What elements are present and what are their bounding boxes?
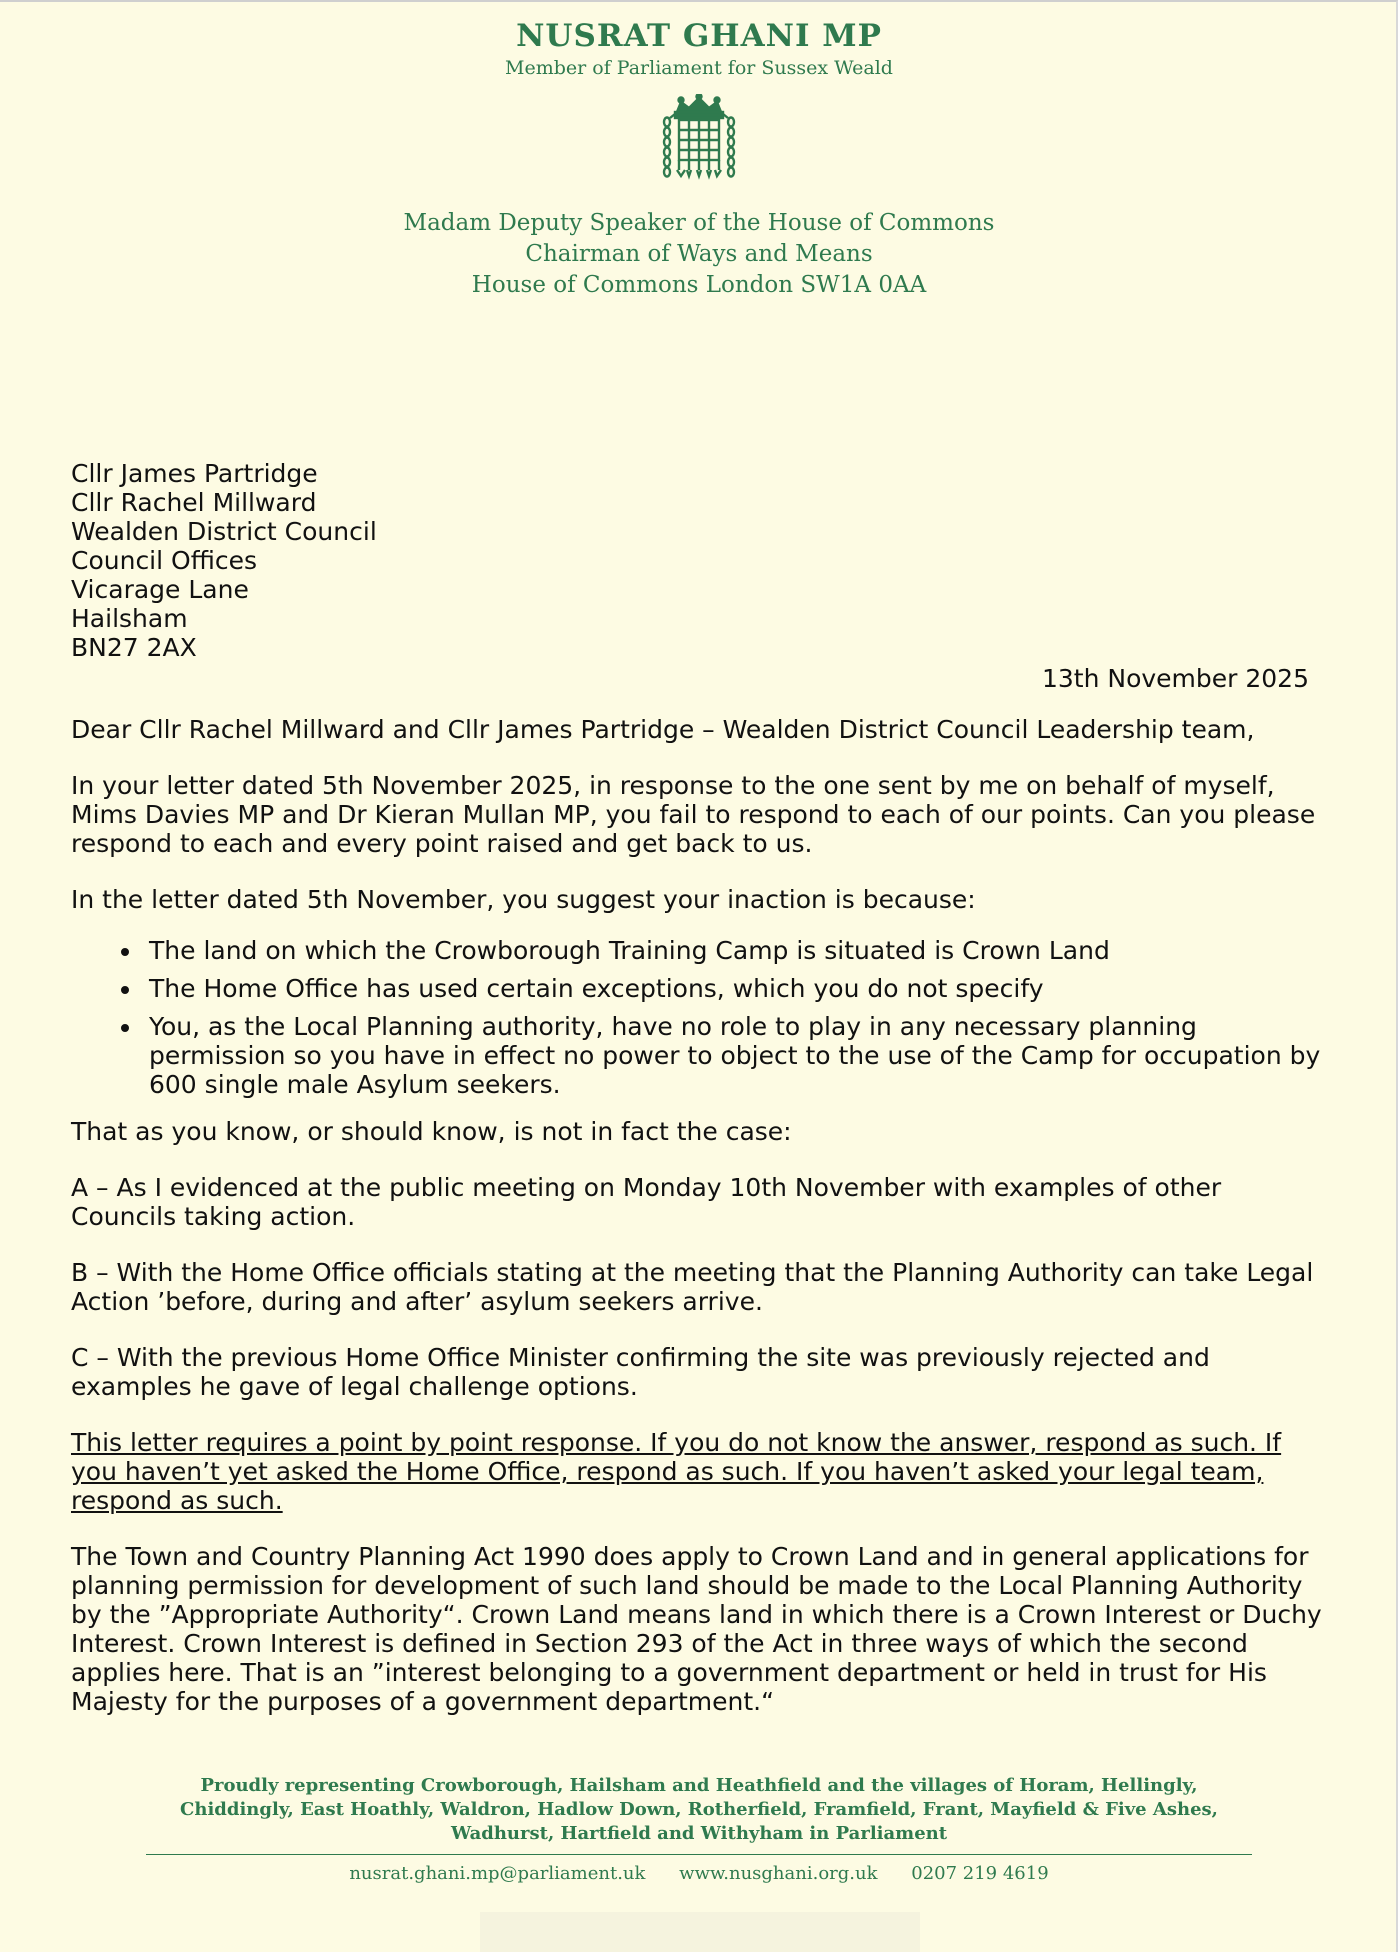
letter-footer: [0, 1774, 1398, 1884]
portcullis-crest-icon: [659, 94, 739, 182]
list-item: • The land on which the Crowborough Training Camp is situated is Crown Land: [143, 936, 1331, 965]
salutation: Dear Cllr Rachel Millward and Cllr James Partridge – Wealden District Council Leadership team,: [71, 715, 1255, 744]
footer-phone: 0207 219 4619: [911, 1863, 1049, 1884]
address-line: Vicarage Lane: [71, 575, 249, 604]
footer-website[interactable]: www.nusghani.org.uk: [679, 1863, 878, 1884]
office-line: Madam Deputy Speaker of the House of Commons: [403, 210, 995, 236]
footer-contact: [0, 1863, 1398, 1884]
office-line: House of Commons London SW1A 0AA: [471, 272, 927, 298]
footer-email[interactable]: nusrat.ghani.mp@parliament.uk: [349, 1863, 646, 1884]
office-line: Chairman of Ways and Means: [525, 241, 873, 267]
address-line: Cllr Rachel Millward: [71, 488, 317, 517]
address-line: Cllr James Partridge: [71, 459, 318, 488]
paragraph-planning-act: The Town and Country Planning Act 1990 does apply to Crown Land and in general applications for planning permission for development of such land should be made to the Local Planning Authority by the ”Appropriate Authority“. Crown Land means land in which there is a Crown Interest or Duchy Interest. Crown Interest is defined in Section 293 of the Act in three ways of which the second applies here. That is an ”interest belonging to a government department or held in trust for His Majesty for the purposes of a government department.“: [71, 1542, 1322, 1716]
paragraph-response-required: This letter requires a point by point response. If you do not know the answer, respond as such. If you haven’t yet asked the Home Office, respond as such. If you haven’t asked your legal team, respond as such.: [71, 1428, 1282, 1515]
reasons-list: [71, 936, 1331, 1099]
paragraph-intro: In your letter dated 5th November 2025, in response to the one sent by me on behalf of myself, Mims Davies MP and Dr Kieran Mullan MP, you fail to respond to each of our points. Can you please respond to each and every point raised and get back to us.: [71, 771, 1316, 858]
recipient-address: [71, 459, 1331, 662]
paragraph-point-b: B – With the Home Office officials stating at the meeting that the Planning Authority can take Legal Action ’before, during and after’ asylum seekers arrive.: [71, 1258, 1314, 1316]
address-line: Wealden District Council: [71, 517, 377, 546]
paragraph-point-a: A – As I evidenced at the public meeting on Monday 10th November with examples of other Councils taking action.: [71, 1173, 1222, 1231]
list-item: • The Home Office has used certain exceptions, which you do not specify: [143, 974, 1331, 1003]
letter-body: [71, 459, 1331, 1716]
mp-name: NUSRAT GHANI MP: [516, 18, 882, 54]
footer-divider: [146, 1854, 1252, 1855]
paragraph-point-c: C – With the previous Home Office Minister confirming the site was previously rejected and examples he gave of legal challenge options.: [71, 1343, 1210, 1401]
letterhead: [0, 16, 1398, 301]
paragraph-not-the-case: That as you know, or should know, is not in fact the case:: [71, 1117, 792, 1146]
footer-representing: Proudly representing Crowborough, Hailsham and Heathfield and the villages of Horam, Hellingly, Chiddingly, East Hoathly, Waldron, Hadlow Down, Rotherfield, Framfield, Frant, Mayfield & Five Ashes, Wadhurst, Hartfield and Withyham in Parliament: [180, 1775, 1218, 1844]
address-line: Council Offices: [71, 546, 258, 575]
office-address: [0, 208, 1398, 301]
address-line: Hailsham: [71, 604, 188, 633]
list-item: • You, as the Local Planning authority, have no role to play in any necessary planning permission so you have in effect no power to object to the use of the Camp for occupation by 600 single male Asylum seekers.: [143, 1012, 1331, 1099]
constituency: Member of Parliament for Sussex Weald: [505, 57, 893, 79]
paragraph-inaction: In the letter dated 5th November, you suggest your inaction is because:: [71, 885, 976, 914]
address-line: BN27 2AX: [71, 633, 197, 662]
letter-date: 13th November 2025: [1041, 664, 1309, 693]
paper-shadow: [480, 1912, 920, 1952]
